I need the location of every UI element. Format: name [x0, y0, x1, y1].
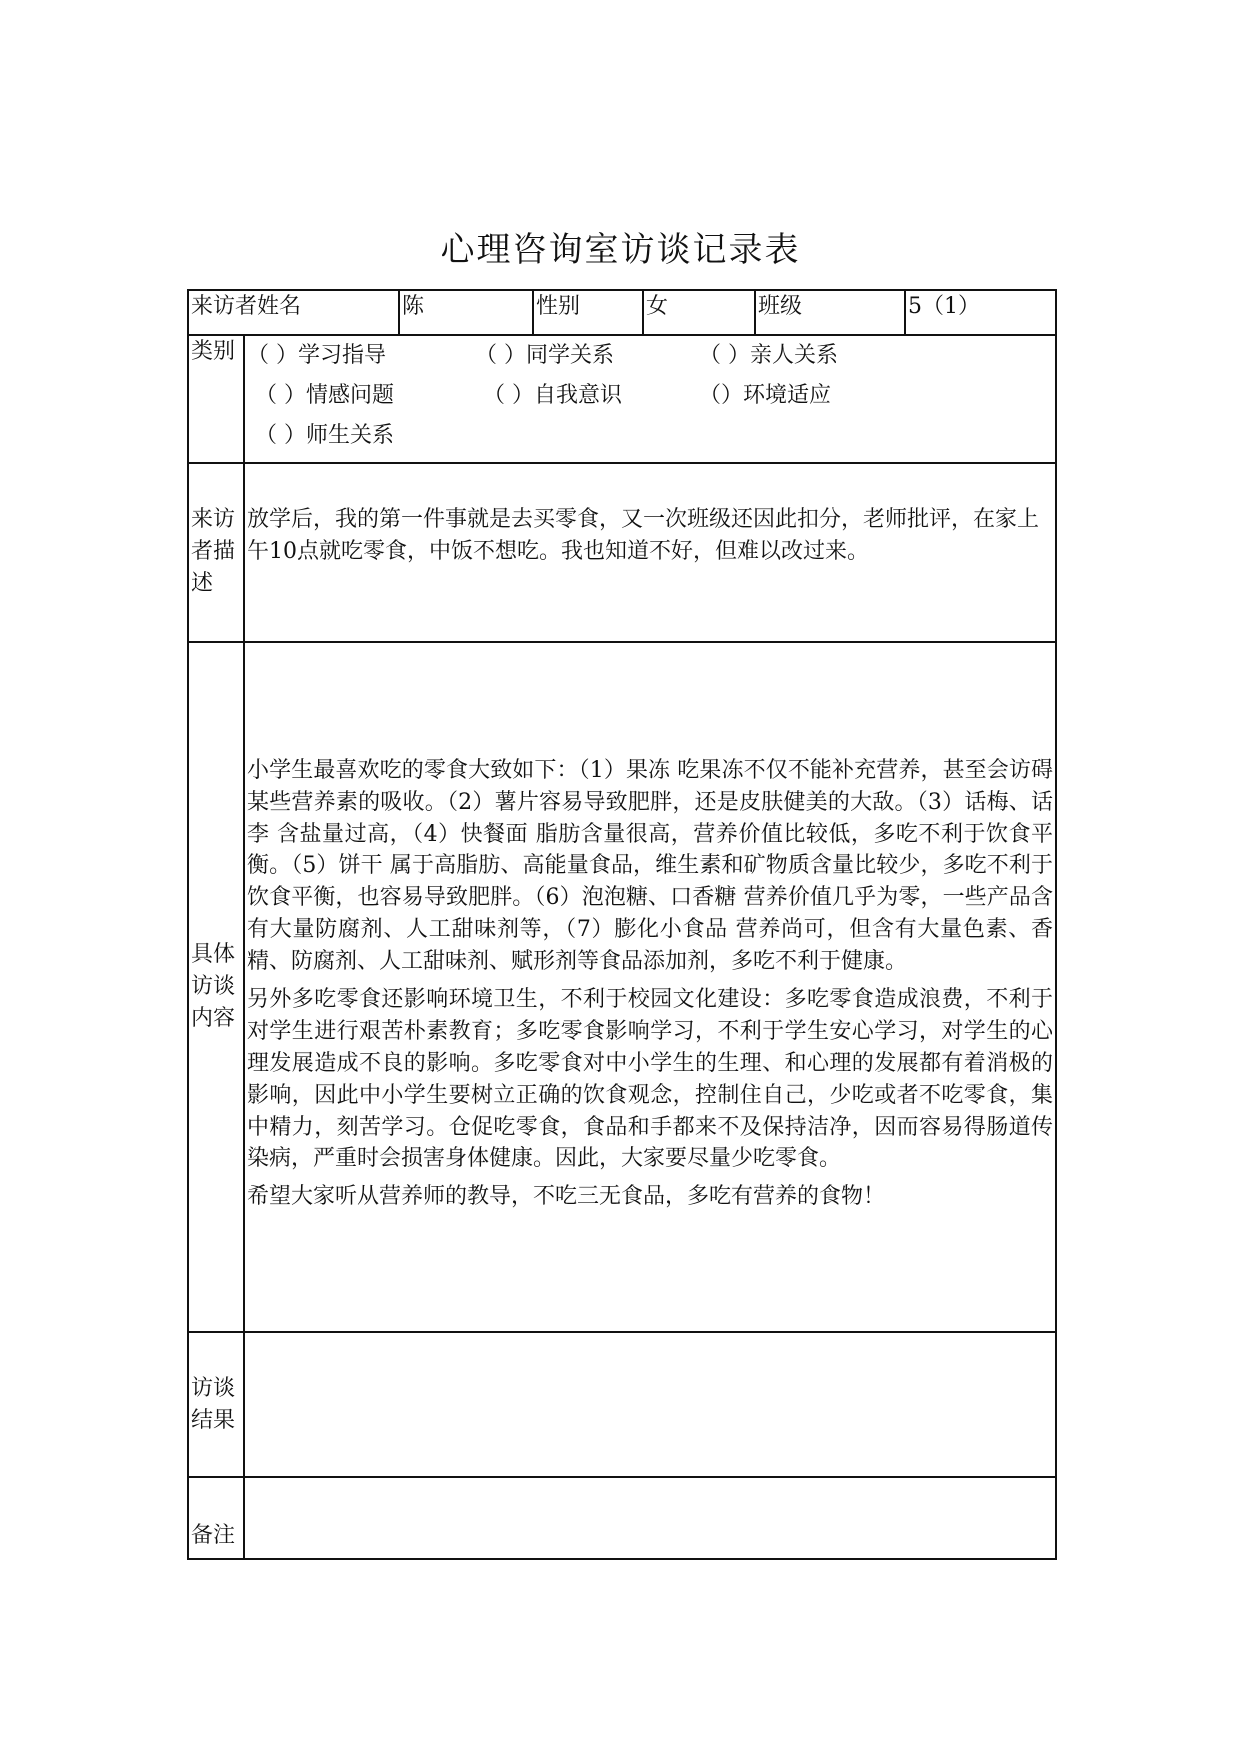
record-table	[187, 289, 1057, 1560]
category-option-classmates[interactable]: （ ）同学关系	[475, 343, 614, 369]
name-value: 陈	[399, 290, 533, 335]
category-options	[244, 335, 1056, 463]
category-option-teacher[interactable]: （ ）师生关系	[255, 423, 394, 449]
class-value: 5（1）	[905, 290, 1056, 335]
result-label: 访谈结果	[188, 1332, 244, 1477]
notes-row	[188, 1477, 1056, 1559]
content-paragraph: 另外多吃零食还影响环境卫生，不利于校园文化建设：多吃零食造成浪费，不利于对学生进行艰苦朴素教育；多吃零食影响学习，不利于学生安心学习，对学生的心理发展造成不良的影响。多吃零食对中小学生的生理、和心理的发展都有着消极的影响，因此中小学生要树立正确的饮食观念，控制住自己，少吃或者不吃零食，集中精力，刻苦学习。仓促吃零食，食品和手都来不及保持洁净，因而容易得肠道传染病，严重时会损害身体健康。因此，大家要尽量少吃零食。	[247, 987, 1054, 1172]
category-option-emotion[interactable]: （ ）情感问题	[255, 383, 394, 409]
content-row	[188, 642, 1056, 1332]
category-row	[188, 335, 1056, 463]
result-value[interactable]	[244, 1332, 1056, 1477]
notes-label: 备注	[188, 1477, 244, 1559]
page-title: 心理咨询室访谈记录表	[440, 230, 801, 270]
name-label: 来访者姓名	[188, 290, 399, 335]
category-option-self[interactable]: （ ）自我意识	[483, 383, 622, 409]
content-body	[244, 642, 1056, 1332]
gender-value: 女	[643, 290, 755, 335]
description-row	[188, 463, 1056, 642]
description-label: 来访者描述	[188, 463, 244, 642]
category-label: 类别	[188, 335, 244, 463]
category-option-family[interactable]: （ ）亲人关系	[699, 343, 838, 369]
class-label: 班级	[755, 290, 905, 335]
header-row	[188, 290, 1056, 335]
notes-value[interactable]	[244, 1477, 1056, 1559]
description-text: 放学后，我的第一件事就是去买零食，又一次班级还因此扣分，老师批评，在家上午10点就吃零食，中饭不想吃。我也知道不好，但难以改过来。	[244, 463, 1056, 642]
category-option-study[interactable]: （ ）学习指导	[247, 343, 386, 369]
content-paragraph: 希望大家听从营养师的教导，不吃三无食品，多吃有营养的食物！	[247, 1184, 886, 1210]
result-row	[188, 1332, 1056, 1477]
content-label: 具体访谈内容	[188, 642, 244, 1332]
category-option-environment[interactable]: （）环境适应	[699, 383, 832, 409]
content-paragraph: 小学生最喜欢吃的零食大致如下：（1）果冻 吃果冻不仅不能补充营养，甚至会访碍某些营养素的吸收。（2）薯片容易导致肥胖，还是皮肤健美的大敌。（3）话梅、话李 含盐量过高，（4）快餐面 脂肪含量很高，营养价值比较低，多吃不利于饮食平衡。（5）饼干 属于高脂肪、高能量食品，维生素和矿物质含量比较少，多吃不利于饮食平衡，也容易导致肥胖。（6）泡泡糖、口香糖 营养价值几乎为零，一些产品含有大量防腐剂、人工甜味剂等，（7）膨化小食品 营养尚可，但含有大量色素、香精、防腐剂、人工甜味剂、赋形剂等食品添加剂，多吃不利于健康。	[247, 757, 1054, 975]
gender-label: 性别	[533, 290, 643, 335]
